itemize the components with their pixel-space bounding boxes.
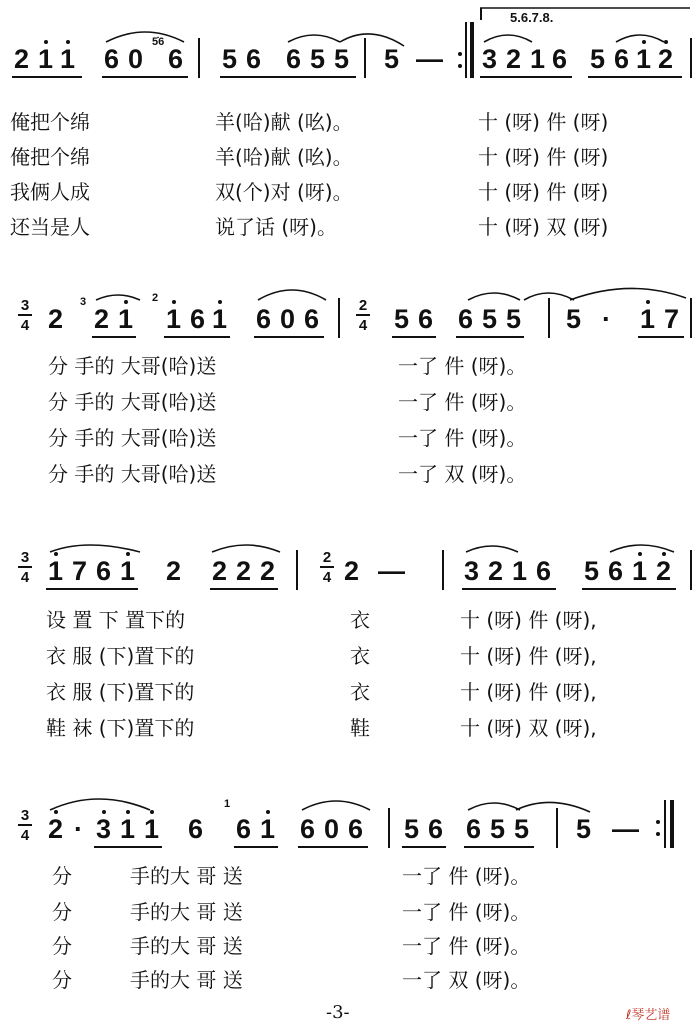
time-signature-line xyxy=(356,314,370,316)
barline xyxy=(364,38,366,78)
note: 5 xyxy=(334,44,350,74)
lyric: 十 (呀) 双 (呀) xyxy=(478,215,609,239)
underline xyxy=(464,846,534,848)
lyric: 说了话 (呀)。 xyxy=(215,215,337,239)
time-signature-bottom: 4 xyxy=(358,317,368,334)
time-signature-top: 3 xyxy=(20,549,30,566)
lyric: 分 手的 大哥(哈)送 xyxy=(48,426,217,450)
note: 6 xyxy=(190,304,206,334)
time-signature-bottom: 4 xyxy=(20,317,30,334)
octave-dot xyxy=(126,552,130,556)
slur xyxy=(258,290,326,300)
octave-dot xyxy=(172,300,176,304)
time-signature-top: 3 xyxy=(20,297,30,314)
watermark-text: 琴艺谱 xyxy=(631,1008,671,1023)
slur xyxy=(212,545,280,552)
lyric: 设 置 下 置下的 xyxy=(46,608,186,632)
octave-dot xyxy=(54,810,58,814)
dot-extension: · xyxy=(602,304,611,334)
octave-dot xyxy=(66,40,70,44)
barline xyxy=(198,38,200,78)
note: 5 xyxy=(310,44,326,74)
slur xyxy=(616,35,664,42)
barline xyxy=(690,298,692,338)
note: 0 xyxy=(280,304,296,334)
note: 1 xyxy=(636,44,652,74)
note: 7 xyxy=(664,304,680,334)
note: 1 xyxy=(632,556,648,586)
note: 6 xyxy=(458,304,474,334)
slur xyxy=(610,545,674,552)
lyric: 分 手的 大哥(哈)送 xyxy=(48,354,217,378)
time-signature-top: 2 xyxy=(322,549,332,566)
note: 6 xyxy=(348,814,364,844)
note: 2 xyxy=(488,556,504,586)
note: 5 xyxy=(404,814,420,844)
barline xyxy=(690,38,692,78)
note: 2 xyxy=(212,556,228,586)
octave-dot xyxy=(150,810,154,814)
note: 2 xyxy=(48,814,64,844)
barline xyxy=(388,808,390,848)
underline xyxy=(210,588,278,590)
slur xyxy=(50,799,150,810)
lyric: 一了 件 (呀)。 xyxy=(402,934,531,958)
lyric: 十 (呀) 件 (呀) xyxy=(478,110,609,134)
lyric: 衣 服 (下)置下的 xyxy=(46,644,195,668)
lyric: 俺把个绵 xyxy=(10,145,90,169)
time-signature-line xyxy=(18,824,32,826)
time-signature-top: 3 xyxy=(20,807,30,824)
note: 6 xyxy=(236,814,252,844)
lyric: 分 xyxy=(52,968,72,992)
lyric: 衣 xyxy=(350,644,370,668)
time-signature-line xyxy=(18,314,32,316)
lyric: 分 xyxy=(52,900,72,924)
page-number: -3- xyxy=(326,1002,350,1023)
note: 6 xyxy=(286,44,302,74)
lyric: 衣 服 (下)置下的 xyxy=(46,680,195,704)
note: 1 xyxy=(120,814,136,844)
lyric: 鞋 袜 (下)置下的 xyxy=(46,716,195,740)
slur xyxy=(302,801,370,810)
lyric: 十 (呀) 件 (呀) xyxy=(478,180,609,204)
note: 2 xyxy=(94,304,110,334)
note: 2 xyxy=(506,44,522,74)
note: 5 xyxy=(490,814,506,844)
octave-dot xyxy=(124,300,128,304)
note: 6 xyxy=(104,44,120,74)
time-signature-bottom: 4 xyxy=(322,569,332,586)
lyric: 分 手的 大哥(哈)送 xyxy=(48,462,217,486)
lyric: 一了 件 (呀)。 xyxy=(398,354,527,378)
lyric: 衣 xyxy=(350,608,370,632)
note: 6 xyxy=(256,304,272,334)
lyric: 一了 件 (呀)。 xyxy=(398,426,527,450)
time-signature-line xyxy=(18,566,32,568)
lyric: 俺把个绵 xyxy=(10,110,90,134)
underline xyxy=(164,336,230,338)
lyric: 羊(哈)献 (吆)。 xyxy=(215,145,353,169)
underline xyxy=(254,336,324,338)
lyric: 一了 件 (呀)。 xyxy=(398,390,527,414)
octave-dot xyxy=(646,300,650,304)
barline xyxy=(556,808,558,848)
barline-repeat xyxy=(470,22,474,78)
note: 1 xyxy=(120,556,136,586)
note: 1 xyxy=(512,556,528,586)
note: 5 xyxy=(482,304,498,334)
note: 2 xyxy=(656,556,672,586)
note: 6 xyxy=(608,556,624,586)
lyric: 一了 件 (呀)。 xyxy=(402,864,531,888)
note: 5 xyxy=(576,814,592,844)
note: 5 xyxy=(590,44,606,74)
underline xyxy=(462,588,556,590)
grace-note: 2 xyxy=(152,292,159,304)
barline xyxy=(296,550,298,590)
watermark-icon: ℓ xyxy=(626,1008,632,1023)
dash: — xyxy=(612,814,639,844)
lyric: 手的大 哥 送 xyxy=(130,900,243,924)
repeat-dot xyxy=(656,820,660,824)
octave-dot xyxy=(44,40,48,44)
note: 2 xyxy=(236,556,252,586)
octave-dot xyxy=(662,552,666,556)
time-signature-line xyxy=(320,566,334,568)
note: 1 xyxy=(38,44,54,74)
note: 1 xyxy=(166,304,182,334)
note: 6 xyxy=(466,814,482,844)
underline xyxy=(46,588,138,590)
lyric: 分 手的 大哥(哈)送 xyxy=(48,390,217,414)
octave-dot xyxy=(642,40,646,44)
octave-dot xyxy=(54,552,58,556)
time-signature-top: 2 xyxy=(358,297,368,314)
time-signature-bottom: 4 xyxy=(20,569,30,586)
underline xyxy=(92,336,136,338)
underline xyxy=(588,76,682,78)
note: 3 xyxy=(96,814,112,844)
lyric: 十 (呀) 件 (呀), xyxy=(460,608,597,632)
underline xyxy=(582,588,676,590)
barline xyxy=(442,550,444,590)
lyric: 我俩人成 xyxy=(10,180,90,204)
note: 5 xyxy=(384,44,400,74)
note: 2 xyxy=(260,556,276,586)
lyric: 十 (呀) 件 (呀), xyxy=(460,644,597,668)
note: 6 xyxy=(614,44,630,74)
lyric: 手的大 哥 送 xyxy=(130,934,243,958)
grace-note: 3 xyxy=(80,296,87,308)
barline-repeat xyxy=(465,22,467,78)
note: 6 xyxy=(536,556,552,586)
dash: — xyxy=(378,556,405,586)
lyric: 双(个)对 (呀)。 xyxy=(215,180,353,204)
note: 1 xyxy=(640,304,656,334)
note: 6 xyxy=(300,814,316,844)
note: 5 xyxy=(394,304,410,334)
note: 1 xyxy=(212,304,228,334)
lyric: 一了 件 (呀)。 xyxy=(402,900,531,924)
underline xyxy=(102,76,188,78)
underline xyxy=(392,336,436,338)
note: 5 xyxy=(506,304,522,334)
lyric: 羊(哈)献 (吆)。 xyxy=(215,110,353,134)
underline xyxy=(234,846,278,848)
slur xyxy=(288,35,340,42)
underline xyxy=(402,846,446,848)
note: 6 xyxy=(428,814,444,844)
note: 1 xyxy=(48,556,64,586)
underline xyxy=(638,336,684,338)
repeat-dot xyxy=(458,64,462,68)
note: 6 xyxy=(418,304,434,334)
note: 5 xyxy=(566,304,582,334)
slur xyxy=(484,35,532,42)
note: 1 xyxy=(260,814,276,844)
note: 3 xyxy=(464,556,480,586)
grace-note: 1 xyxy=(224,798,231,810)
note: 2 xyxy=(658,44,674,74)
barline-repeat xyxy=(670,800,674,848)
volta-bracket xyxy=(480,8,482,20)
octave-dot xyxy=(102,810,106,814)
octave-dot xyxy=(638,552,642,556)
octave-dot xyxy=(218,300,222,304)
lyric: 分 xyxy=(52,864,72,888)
slur xyxy=(466,546,518,552)
barline-repeat xyxy=(664,800,666,848)
octave-dot xyxy=(126,810,130,814)
underline xyxy=(480,76,572,78)
slur xyxy=(516,802,590,812)
lyric: 十 (呀) 件 (呀), xyxy=(460,680,597,704)
barline xyxy=(338,298,340,338)
slur xyxy=(468,803,520,810)
note: 1 xyxy=(118,304,134,334)
underline xyxy=(94,846,162,848)
note: 6 xyxy=(188,814,204,844)
repeat-dot xyxy=(656,832,660,836)
note: 6 xyxy=(552,44,568,74)
slur xyxy=(96,295,140,300)
grace-note: 5̇6 xyxy=(152,36,165,48)
slur xyxy=(570,288,686,300)
octave-dot xyxy=(664,40,668,44)
note: 2 xyxy=(48,304,64,334)
note: 0 xyxy=(128,44,144,74)
barline xyxy=(690,550,692,590)
lyric: 鞋 xyxy=(350,716,370,740)
underline xyxy=(220,76,356,78)
slur xyxy=(106,32,184,42)
note: 1 xyxy=(144,814,160,844)
lyric: 一了 双 (呀)。 xyxy=(402,968,531,992)
note: 3 xyxy=(482,44,498,74)
underline xyxy=(298,846,368,848)
lyric: 还当是人 xyxy=(10,215,90,239)
note: 0 xyxy=(324,814,340,844)
note: 1 xyxy=(530,44,546,74)
lyric: 衣 xyxy=(350,680,370,704)
underline xyxy=(12,76,82,78)
lyric: 手的大 哥 送 xyxy=(130,864,243,888)
note: 6 xyxy=(246,44,262,74)
dash: — xyxy=(416,44,443,74)
lyric: 十 (呀) 双 (呀), xyxy=(460,716,597,740)
barline xyxy=(548,298,550,338)
repeat-dot xyxy=(458,52,462,56)
note: 7 xyxy=(72,556,88,586)
note: 6 xyxy=(168,44,184,74)
note: 5 xyxy=(584,556,600,586)
watermark xyxy=(626,1004,670,1023)
slur xyxy=(50,545,140,552)
note: 6 xyxy=(304,304,320,334)
note: 5 xyxy=(514,814,530,844)
note: 2 xyxy=(166,556,182,586)
lyric: 手的大 哥 送 xyxy=(130,968,243,992)
slur xyxy=(468,293,520,300)
dot-extension: · xyxy=(74,814,83,844)
note: 1 xyxy=(60,44,76,74)
volta-label: 5.6.7.8. xyxy=(510,10,554,25)
underline xyxy=(456,336,524,338)
octave-dot xyxy=(266,810,270,814)
note: 6 xyxy=(96,556,112,586)
note: 2 xyxy=(14,44,30,74)
lyric: 十 (呀) 件 (呀) xyxy=(478,145,609,169)
note: 2 xyxy=(344,556,360,586)
time-signature-bottom: 4 xyxy=(20,827,30,844)
lyric: 一了 双 (呀)。 xyxy=(398,462,527,486)
lyric: 分 xyxy=(52,934,72,958)
note: 5 xyxy=(222,44,238,74)
